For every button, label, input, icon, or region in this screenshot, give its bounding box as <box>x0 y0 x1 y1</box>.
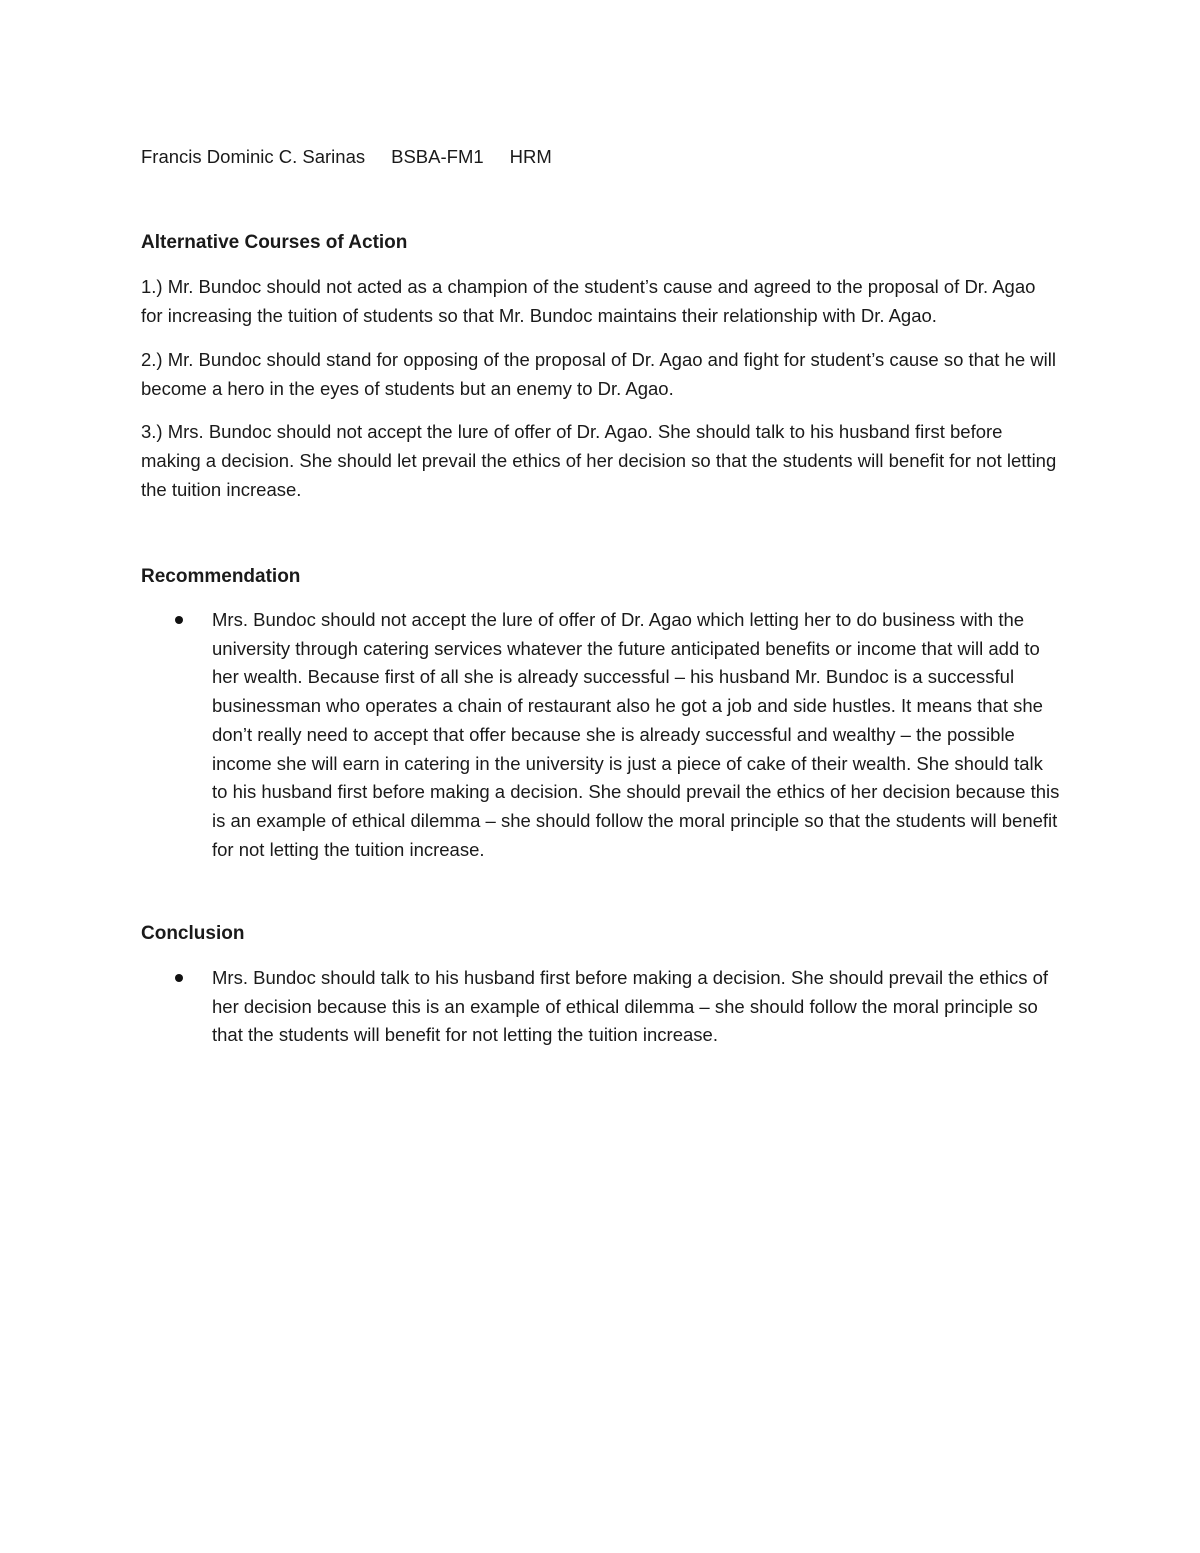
author-header <box>141 143 1061 172</box>
recommendation-list <box>141 606 1061 864</box>
conclusion-heading: Conclusion <box>141 923 245 945</box>
document-body <box>141 143 1061 1050</box>
alternative-item-1: 1.) Mr. Bundoc should not acted as a champion of the student’s cause and agreed to the proposal of Dr. Agao for increasing the tuition of students so that Mr. Bundoc maintains their relationship with Dr. Agao. <box>141 276 1036 327</box>
conclusion-text: Mrs. Bundoc should talk to his husband first before making a decision. She should prevail the ethics of her decision because this is an example of ethical dilemma – she should follow the moral principle so that the students will benefit for not letting the tuition increase. <box>212 967 1049 1046</box>
author-name: Francis Dominic C. Sarinas <box>141 146 366 167</box>
list-item <box>141 606 1061 864</box>
list-item <box>141 964 1061 1050</box>
alternatives-heading: Alternative Courses of Action <box>141 231 408 253</box>
course-code: BSBA-FM1 <box>391 146 484 167</box>
alternative-item-2: 2.) Mr. Bundoc should stand for opposing of the proposal of Dr. Agao and fight for student’s cause so that he will become a hero in the eyes of students but an enemy to Dr. Agao. <box>141 348 1056 399</box>
bullet-icon <box>175 616 183 624</box>
recommendation-heading: Recommendation <box>141 566 301 588</box>
subject-code: HRM <box>509 146 552 167</box>
conclusion-list <box>141 964 1061 1050</box>
alternative-item-3: 3.) Mrs. Bundoc should not accept the lure of offer of Dr. Agao. She should talk to his husband first before making a decision. She should let prevail the ethics of her decision so that the students will benefit for not letting the tuition increase. <box>141 421 1057 500</box>
recommendation-text: Mrs. Bundoc should not accept the lure of offer of Dr. Agao which letting her to do business with the university through catering services whatever the future anticipated benefits or income that will add to her wealth. Because first of all she is already successful – his husband Mr. Bundoc is a successful businessman who operates a chain of restaurant also he got a job and side hustles. It means that she don’t really need to accept that offer because she is already successful and wealthy – the possible income she will earn in catering in the university is just a piece of cake of their wealth. She should talk to his husband first before making a decision. She should prevail the ethics of her decision because this is an example of ethical dilemma – she should follow the moral principle so that the students will benefit for not letting the tuition increase. <box>212 609 1060 860</box>
bullet-icon <box>175 974 183 982</box>
